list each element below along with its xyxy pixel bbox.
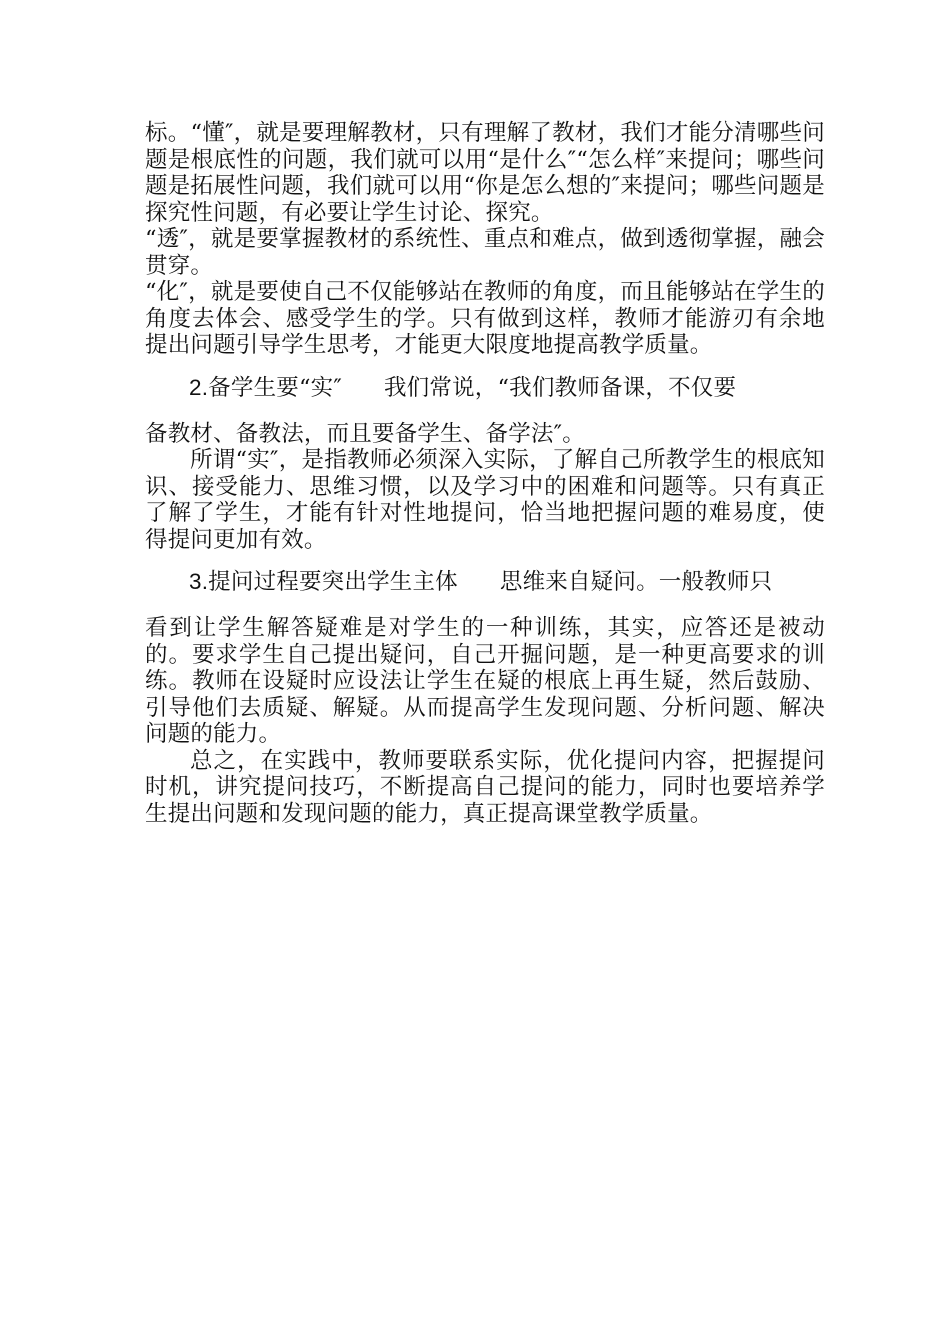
section-heading-2: [145, 375, 825, 401]
section-number: 2.: [189, 374, 209, 400]
spacer: [145, 595, 825, 615]
document-body: [145, 120, 825, 827]
paragraph-internalize: “化″，就是要使自己不仅能够站在教师的角度，而且能够站在学生的角度去体会、感受学生的学。只有做到这样，教师才能游刃有余地提出问题引导学生思考，才能更大限度地提高教学质量。: [145, 279, 825, 358]
section-heading-3: [145, 569, 825, 595]
section-title: 备学生要“实″: [208, 374, 342, 401]
section-title: 提问过程要突出学生主体: [208, 569, 458, 595]
section-lead-text: 我们常说，“我们教师备课，不仅要: [383, 374, 737, 401]
spacer: [145, 359, 825, 375]
paragraph-prepare-students: 备教材、备教法，而且要备学生、备学法″。: [145, 420, 585, 447]
paragraph-student-subject: 看到让学生解答疑难是对学生的一种训练，其实，应答还是被动的。要求学生自己提出疑问，自己开掘问题，是一种更高要求的训练。教师在设疑时应设法让学生在疑的根底上再生疑，然后鼓励、引导他们去质疑、解疑。从而提高学生发现问题、分析问题、解决问题的能力。: [145, 615, 825, 747]
spacer: [145, 553, 825, 569]
section-lead-text: 思维来自疑问。一般教师只: [499, 569, 773, 595]
section-number: 3.: [189, 569, 209, 594]
paragraph-conclusion: 总之，在实践中，教师要联系实际，优化提问内容，把握提问时机，讲究提问技巧，不断提高自己提问的能力，同时也要培养学生提出问题和发现问题的能力，真正提高课堂教学质量。: [145, 747, 825, 827]
paragraph-solid: 所谓“实″，是指教师必须深入实际，了解自己所教学生的根底知识、接受能力、思维习惯，以及学习中的困难和问题等。只有真正了解了学生，才能有针对性地提问，恰当地把握问题的难易度，使得提问更加有效。: [145, 447, 825, 553]
spacer: [145, 401, 825, 421]
paragraph-thorough: “透″，就是要掌握教材的系统性、重点和难点，做到透彻掌握，融会贯穿。: [145, 226, 825, 279]
paragraph-understand: 标。“懂″，就是要理解教材，只有理解了教材，我们才能分清哪些问题是根底性的问题，我们就可以用“是什么″“怎么样″来提问；哪些问题是拓展性问题，我们就可以用“你是怎么想的″来提问；哪些问题是探究性问题，有必要让学生讨论、探究。: [145, 120, 825, 226]
